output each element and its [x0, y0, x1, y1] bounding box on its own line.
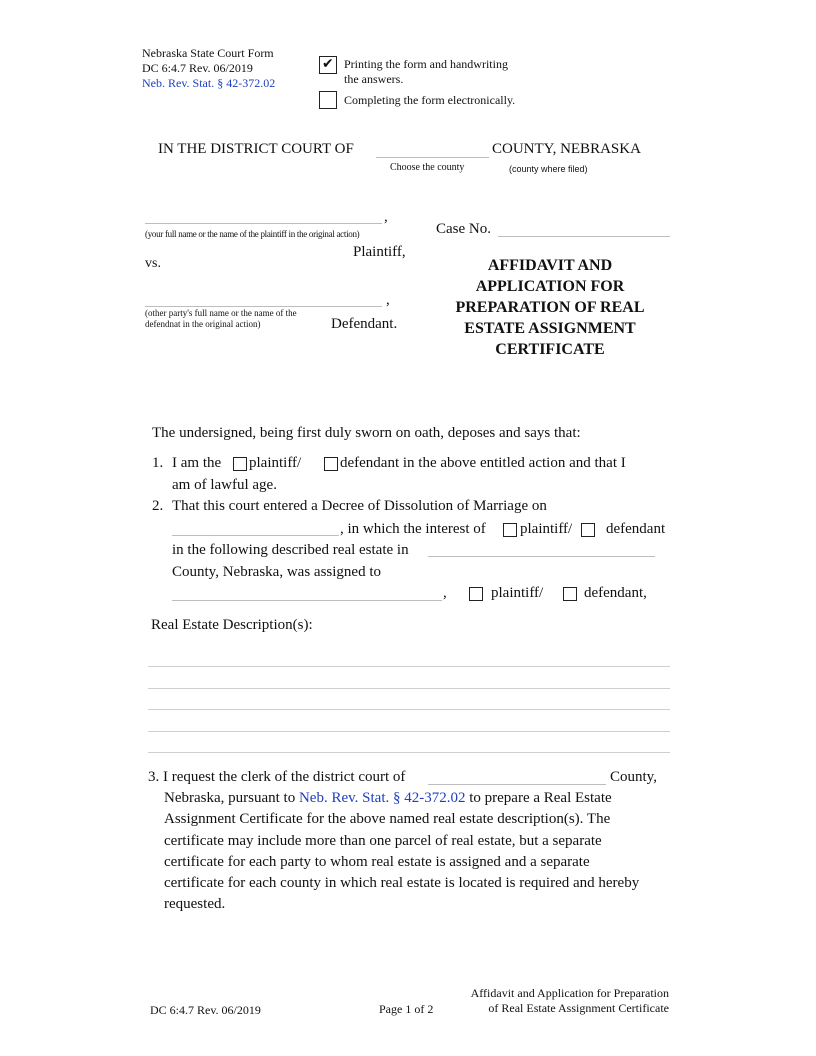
- assigned-to-field[interactable]: [172, 600, 442, 601]
- plaintiff-hint: (your full name or the name of the plaintiff in the original action): [145, 229, 360, 239]
- description-line[interactable]: [148, 688, 670, 689]
- footer-title-line1: Affidavit and Application for Preparation: [470, 986, 669, 1000]
- footer-page-number: Page 1 of 2: [379, 1002, 434, 1016]
- item2-number: 2.: [152, 498, 164, 514]
- county-field[interactable]: [376, 157, 489, 158]
- form-header: [142, 46, 275, 91]
- court-prefix: IN THE DISTRICT COURT OF: [158, 141, 354, 157]
- real-estate-county-field[interactable]: [428, 556, 655, 557]
- title-line1: AFFIDAVIT AND: [487, 257, 613, 274]
- print-option-label: [344, 57, 508, 87]
- item1-defendant-checkbox[interactable]: [324, 457, 338, 471]
- defendant-hint: [145, 308, 297, 330]
- real-estate-label: Real Estate Description(s):: [151, 617, 313, 633]
- item2-text-c: in the following described real estate in: [172, 542, 409, 558]
- defendant-label: Defendant.: [331, 316, 398, 332]
- item2-assigned-plaintiff-checkbox[interactable]: [469, 587, 483, 601]
- document-title: [430, 255, 670, 360]
- defendant-name-field[interactable]: [145, 306, 382, 307]
- title-line4: ESTATE ASSIGNMENT: [464, 320, 636, 337]
- plaintiff-name-field[interactable]: [145, 223, 382, 224]
- title-line5: CERTIFICATE: [495, 341, 605, 358]
- footer-title-line2: of Real Estate Assignment Certificate: [488, 1001, 669, 1015]
- item2-defendant-label: defendant: [606, 521, 666, 537]
- title-line3: PREPARATION OF REAL: [455, 299, 645, 316]
- item1-plaintiff-label: plaintiff/: [249, 455, 302, 471]
- description-line[interactable]: [148, 709, 670, 710]
- electronic-option-checkbox[interactable]: [319, 91, 337, 109]
- versus-label: vs.: [145, 256, 161, 271]
- description-line[interactable]: [148, 752, 670, 753]
- item1-number: 1.: [152, 455, 164, 471]
- electronic-option-label: Completing the form electronically.: [344, 93, 516, 107]
- court-suffix: COUNTY, NEBRASKA: [492, 141, 641, 157]
- defendant-hint-line2: defendnat in the original action): [145, 319, 261, 329]
- item3-line-c: [164, 790, 612, 807]
- plaintiff-label: Plaintiff,: [353, 244, 406, 260]
- defendant-comma: ,: [386, 292, 390, 308]
- decree-date-field[interactable]: [172, 535, 339, 536]
- footer-title: [471, 986, 669, 1016]
- item1-text-b: defendant in the above entitled action and that I: [340, 455, 626, 471]
- item1-plaintiff-checkbox[interactable]: [233, 457, 247, 471]
- footer-form-id: DC 6:4.7 Rev. 06/2019: [150, 1003, 261, 1017]
- item2-text-d: County, Nebraska, was assigned to: [172, 564, 381, 580]
- item3-text-h: certificate for each county in which real estate is located is required and hereby: [164, 875, 640, 891]
- check-mark-icon: ✔: [322, 56, 334, 72]
- item1-text-a: I am the: [172, 455, 222, 471]
- item2-plaintiff-checkbox[interactable]: [503, 523, 517, 537]
- item3-text-g: certificate for each party to whom real estate is assigned and a separate: [164, 854, 590, 870]
- description-line[interactable]: [148, 666, 670, 667]
- item3-text-b: County,: [610, 769, 657, 785]
- form-name: Nebraska State Court Form: [142, 46, 274, 60]
- item3-text-f: certificate may include more than one parcel of real estate, but a separate: [164, 833, 602, 849]
- print-option-line1: Printing the form and handwriting: [344, 57, 508, 71]
- item3-text-e: Assignment Certificate for the above named real estate description(s). The: [164, 811, 611, 827]
- plaintiff-comma: ,: [384, 209, 388, 225]
- defendant-hint-line1: (other party's full name or the name of the: [145, 308, 297, 318]
- item3-text-i: requested.: [164, 896, 226, 912]
- case-number-label: Case No.: [436, 221, 491, 237]
- item1-text-c: am of lawful age.: [172, 477, 277, 493]
- choose-county-hint: Choose the county: [390, 162, 465, 173]
- item3-statute-link[interactable]: Neb. Rev. Stat. § 42-372.02: [298, 790, 466, 806]
- item2-plaintiff-label: plaintiff/: [520, 521, 573, 537]
- item3-text-d: to prepare a Real Estate: [469, 790, 612, 806]
- item2-defendant-checkbox[interactable]: [581, 523, 595, 537]
- item2-assigned-defendant-checkbox[interactable]: [563, 587, 577, 601]
- item3-text-a: 3. I request the clerk of the district court of: [148, 769, 406, 785]
- form-id: DC 6:4.7 Rev. 06/2019: [142, 61, 253, 75]
- item2-text-b: , in which the interest of: [340, 521, 486, 537]
- clerk-county-field[interactable]: [428, 784, 606, 785]
- title-line2: APPLICATION FOR: [475, 278, 625, 295]
- statute-link[interactable]: Neb. Rev. Stat. § 42-372.02: [142, 76, 276, 90]
- print-option-line2: the answers.: [344, 72, 404, 86]
- item2-comma: ,: [443, 585, 447, 601]
- case-number-field[interactable]: [498, 236, 670, 237]
- print-option-checkbox[interactable]: [319, 56, 337, 74]
- item3-text-c: Nebraska, pursuant to: [164, 790, 296, 806]
- item2-assigned-defendant-label: defendant,: [584, 585, 647, 601]
- description-line[interactable]: [148, 731, 670, 732]
- county-where-filed-hint: (county where filed): [509, 164, 588, 174]
- item2-assigned-plaintiff-label: plaintiff/: [491, 585, 544, 601]
- intro-statement: The undersigned, being first duly sworn on oath, deposes and says that:: [152, 425, 581, 441]
- item2-text-a: That this court entered a Decree of Dissolution of Marriage on: [172, 498, 547, 514]
